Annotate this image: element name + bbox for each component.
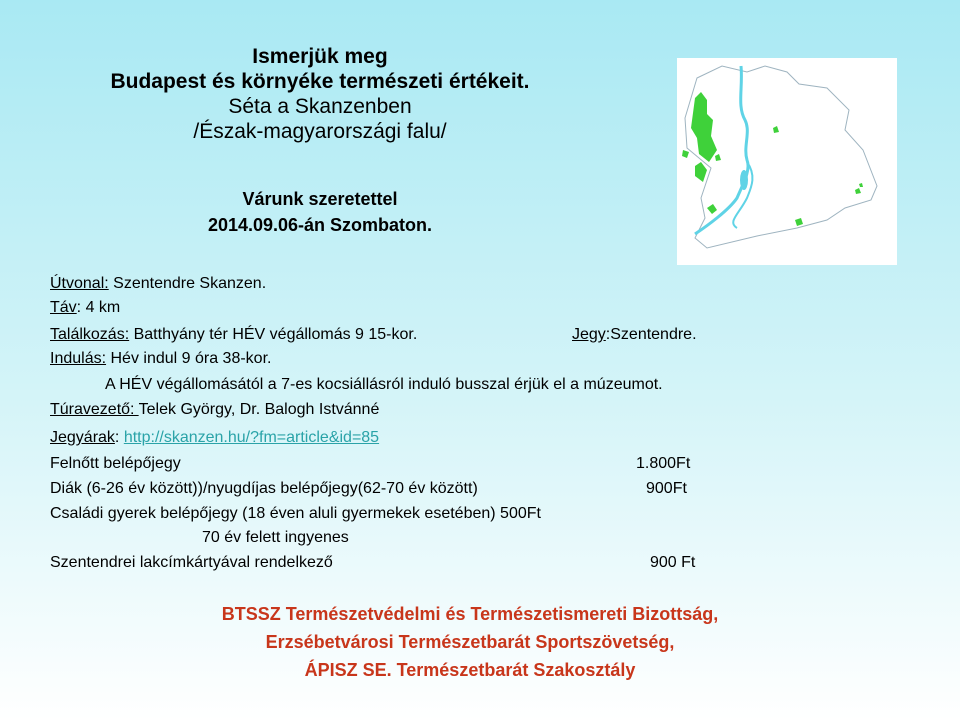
organizer-line-2: Erzsébetvárosi Természetbarát Sportszövetség, <box>265 632 675 652</box>
route-label: Útvonal: <box>50 275 109 292</box>
price-value-resident: 900 Ft <box>650 554 696 571</box>
title-block <box>40 44 600 144</box>
guide-row <box>50 398 379 422</box>
subtitle-line-1: Séta a Skanzenben <box>228 95 412 118</box>
ticket-row <box>572 323 697 347</box>
meeting-value: Batthyány tér HÉV végállomás 9 15-kor. <box>129 326 418 343</box>
prices-label: Jegyárak <box>50 429 115 446</box>
route-row <box>50 272 266 296</box>
ticket-value: :Szentendre. <box>605 326 697 343</box>
distance-label: Táv <box>50 299 77 316</box>
departure-label: Indulás: <box>50 350 107 367</box>
organizer-line-3: ÁPISZ SE. Természetbarát Szakosztály <box>304 660 636 680</box>
meeting-label: Találkozás: <box>50 326 130 343</box>
departure-value: Hév indul 9 óra 38-kor. <box>106 350 272 367</box>
distance-row <box>50 296 120 320</box>
title-line-2: Budapest és környéke természeti értékeit. <box>110 70 530 93</box>
bus-note: A HÉV végállomásától a 7-es kocsiállásról induló busszal érjük el a múzeumot. <box>105 376 663 393</box>
subtitle-line-2: /Észak-magyarországi falu/ <box>193 120 447 143</box>
departure-row <box>50 347 271 371</box>
prices-separator: : <box>114 429 124 446</box>
invite-line-1: Várunk szeretettel <box>242 189 398 209</box>
invite-block <box>140 186 500 238</box>
prices-link[interactable]: http://skanzen.hu/?fm=article&id=85 <box>123 429 380 446</box>
price-label-resident: Szentendrei lakcímkártyával rendelkező <box>50 554 333 571</box>
price-label-family: Családi gyerek belépőjegy (18 éven aluli gyermekek esetében) 500Ft <box>50 505 541 522</box>
price-label-student: Diák (6-26 év között))/nyugdíjas belépőjegy(62-70 év között) <box>50 480 478 497</box>
prices-row <box>50 426 379 450</box>
meeting-row <box>50 323 417 347</box>
price-label-senior: 70 év felett ingyenes <box>202 529 349 546</box>
invite-date: 2014.09.06-án Szombaton. <box>207 215 433 235</box>
organizers <box>60 600 880 684</box>
budapest-map <box>677 58 897 265</box>
organizer-line-1: BTSSZ Természetvédelmi és Természetismereti Bizottság, <box>221 604 719 624</box>
price-value-student: 900Ft <box>646 480 687 497</box>
route-value: Szentendre Skanzen. <box>108 275 267 292</box>
budapest-map-graphic <box>677 58 897 265</box>
price-label-adult: Felnőtt belépőjegy <box>50 455 181 472</box>
ticket-label: Jegy <box>572 326 606 343</box>
price-value-adult: 1.800Ft <box>636 455 691 472</box>
title-line-1: Ismerjük meg <box>252 45 388 68</box>
guide-label: Túravezető: <box>50 401 139 418</box>
distance-value: : 4 km <box>76 299 121 316</box>
guide-value: Telek György, Dr. Balogh Istvánné <box>138 401 380 418</box>
